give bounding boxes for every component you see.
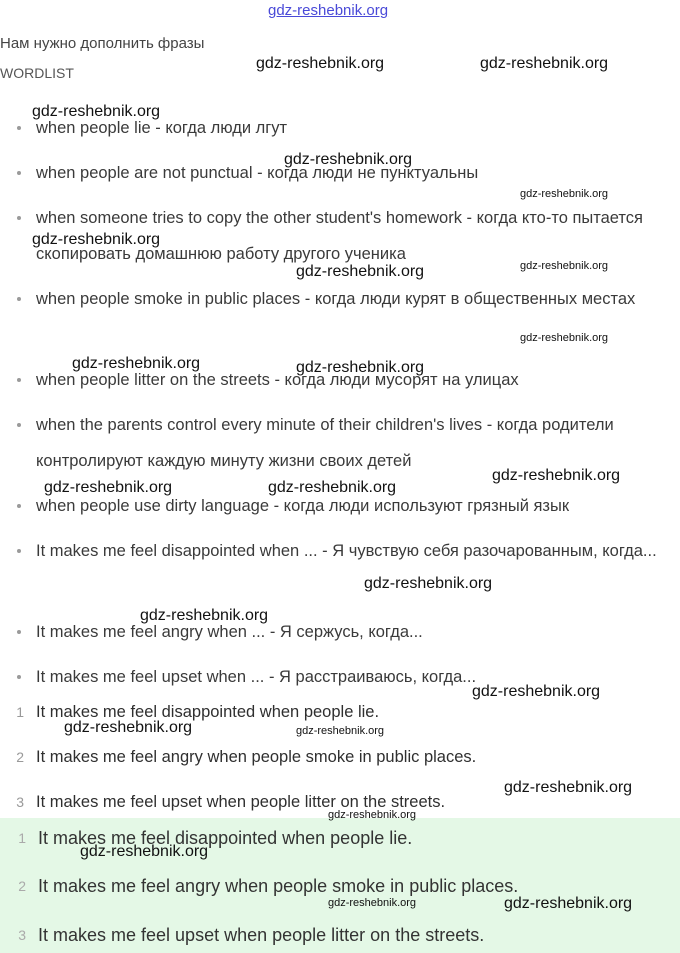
wordlist-heading: WORDLIST <box>0 65 74 81</box>
answer-block <box>0 818 680 953</box>
watermark: gdz-reshebnik.org <box>256 55 385 72</box>
watermark: gdz-reshebnik.org <box>284 151 413 168</box>
watermark: gdz-reshebnik.org <box>504 895 633 912</box>
watermark: gdz-reshebnik.org <box>72 355 201 372</box>
wordlist-item: It makes me feel disappointed when ... - Я чувствую себя разочарованным, когда... <box>36 533 668 569</box>
watermark: gdz-reshebnik.org <box>296 725 385 737</box>
wordlist-item: when people lie - когда люди лгут <box>36 110 668 146</box>
watermark: gdz-reshebnik.org <box>480 55 609 72</box>
answer-text: It makes me feel disappointed when people lie. <box>38 828 413 848</box>
watermark: gdz-reshebnik.org <box>520 260 609 272</box>
wordlist-item: when someone tries to copy the other student's homework - когда кто-то пытается скопировать домашнюю работу другого ученика <box>36 200 668 272</box>
example-text: It makes me feel upset when people litter on the streets. <box>36 793 446 811</box>
watermark: gdz-reshebnik.org <box>64 719 193 736</box>
item-number: 1 <box>16 704 24 720</box>
watermark: gdz-reshebnik.org <box>520 332 609 344</box>
watermark: gdz-reshebnik.org <box>328 897 417 909</box>
watermark: gdz-reshebnik.org <box>44 479 173 496</box>
wordlist-item: when people litter on the streets - когда люди мусорят на улицах <box>36 362 668 398</box>
answer-item <box>18 917 670 953</box>
answer-text: It makes me feel upset when people litter on the streets. <box>38 925 485 945</box>
wordlist-item: when people use dirty language - когда люди используют грязный язык <box>36 488 668 524</box>
watermark: gdz-reshebnik.org <box>296 359 425 376</box>
wordlist-item: when the parents control every minute of their children's lives - когда родители контролируют каждую минуту жизни своих детей <box>36 407 668 479</box>
wordlist-item: when people smoke in public places - когда люди курят в общественных местах <box>36 281 668 317</box>
example-text: It makes me feel angry when people smoke in public places. <box>36 748 477 766</box>
wordlist-item: It makes me feel angry when ... - Я сержусь, когда... <box>36 614 668 650</box>
site-link[interactable]: gdz-reshebnik.org <box>268 2 389 19</box>
item-number: 1 <box>18 830 26 846</box>
example-text: It makes me feel disappointed when people lie. <box>36 703 380 721</box>
watermark: gdz-reshebnik.org <box>32 231 161 248</box>
watermark: gdz-reshebnik.org <box>364 575 493 592</box>
intro-text: Нам нужно дополнить фразы <box>0 35 205 52</box>
watermark: gdz-reshebnik.org <box>296 263 425 280</box>
item-number: 2 <box>18 878 26 894</box>
watermark: gdz-reshebnik.org <box>80 843 209 860</box>
watermark: gdz-reshebnik.org <box>520 188 609 200</box>
wordlist-item: when people are not punctual - когда люди не пунктуальны <box>36 155 668 191</box>
watermark: gdz-reshebnik.org <box>268 479 397 496</box>
item-number: 2 <box>16 749 24 765</box>
example-item <box>16 739 668 775</box>
item-number: 3 <box>18 927 26 943</box>
watermark: gdz-reshebnik.org <box>472 683 601 700</box>
watermark: gdz-reshebnik.org <box>32 103 161 120</box>
watermark: gdz-reshebnik.org <box>504 779 633 796</box>
watermark: gdz-reshebnik.org <box>492 467 621 484</box>
watermark: gdz-reshebnik.org <box>328 809 417 821</box>
item-number: 3 <box>16 794 24 810</box>
wordlist-item: It makes me feel upset when ... - Я расстраиваюсь, когда... <box>36 659 668 695</box>
watermark: gdz-reshebnik.org <box>140 607 269 624</box>
answer-text: It makes me feel angry when people smoke in public places. <box>38 876 519 896</box>
